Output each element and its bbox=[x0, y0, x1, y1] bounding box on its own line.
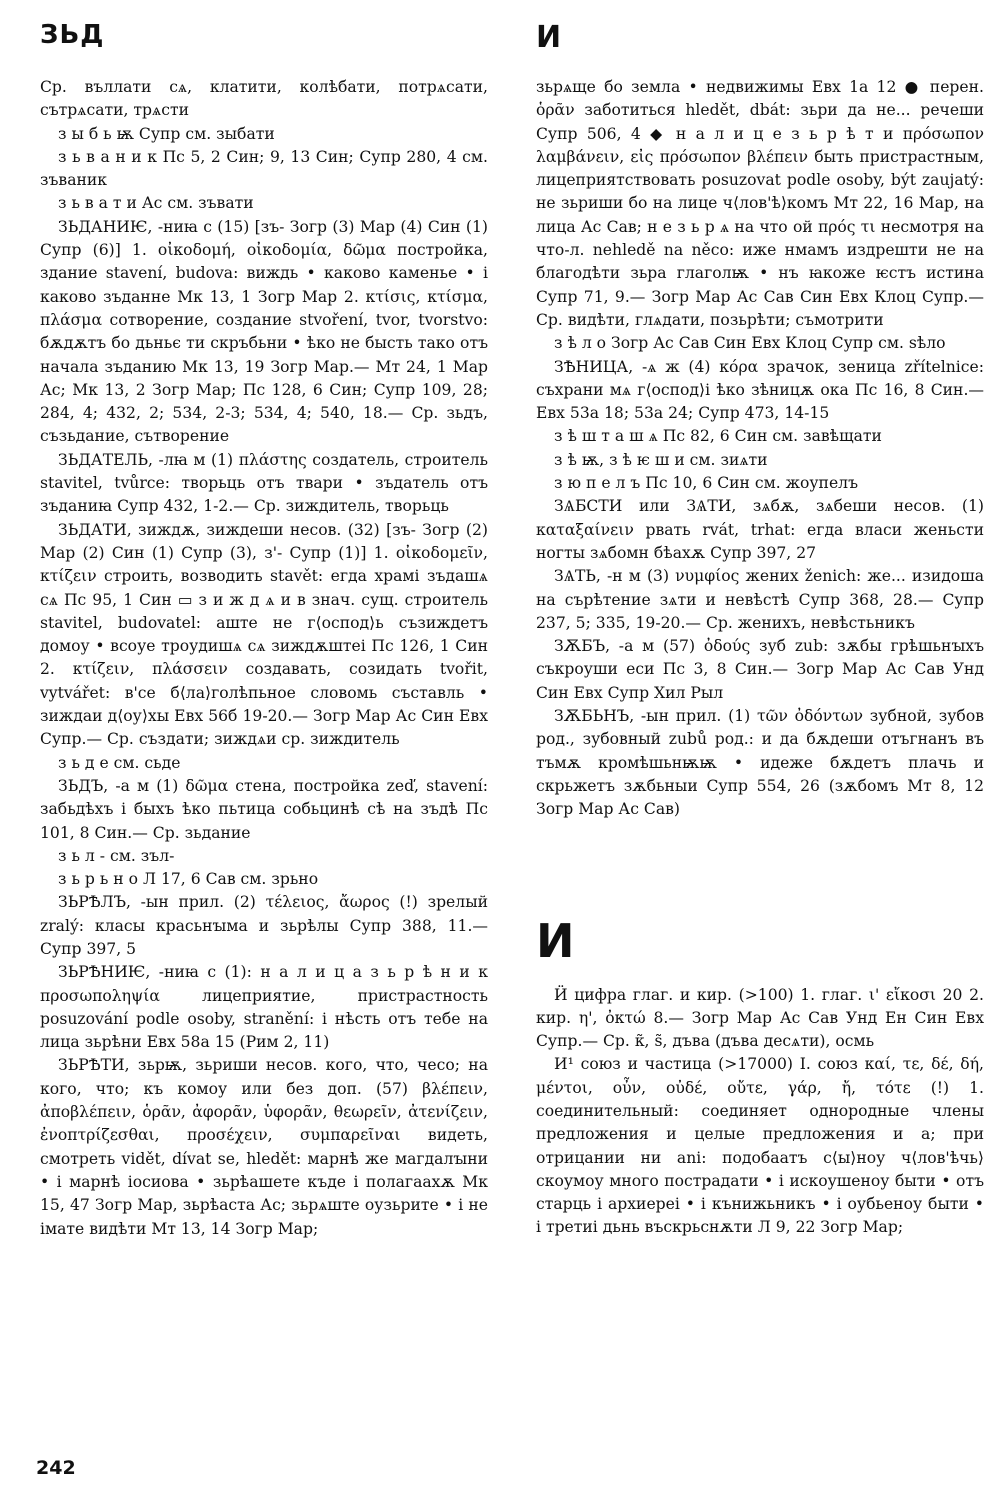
dictionary-entry: з ѣ ш т а ш ѧ Пс 82, 6 Син см. завѣщати bbox=[554, 427, 882, 446]
dictionary-entry: з ь в а н и к Пс 5, 2 Син; 9, 13 Син; Супр 280, 4 см. зъваник bbox=[40, 147, 488, 190]
dictionary-entry: зьрѧще бо земла • недвижимы Евх 1а 12 ● перен. ὁρᾶν заботиться hledět, dbát: зьри да не... речеши Супр 506, 4 ◆ н а л и ц е з ь р ѣ т и πρόσωπον λαμβάνειν, εἰς πρόσωπον βλέπειν быть пристрастным, лицеприятствовать posuzovat podle osoby, být zaujatý: не зьриши бо на лице ч⟨лов'ѣ⟩комъ Мт 22, 16 Мар, на лица Ас Сав; н е з ь р ѧ на что ой πρός τι несмотря на что-л. nehledě na něco: иже нмамъ издрешти не на благодѣти зьра глаголѭ • нъ ꙗкоже ѥстъ истина Супр 71, 9.— Зогр Мар Ас Сав Син Евх Клоц Супр.— Ср. видѣти, глѧдати, позьрѣти; съмотрити bbox=[536, 78, 984, 329]
running-head-left: ЗЬД bbox=[40, 20, 105, 50]
dictionary-entry: з ы б ь ѭ Супр см. зыбати bbox=[58, 124, 275, 143]
dictionary-entry: ЗѦБСТИ или ЗѦТИ, зѧбѫ, зѧбеши несов. (1) καταξαίνειν рвать rvát, trhat: егда власи женьсти ногты зѧбомн бѣахѫ Супр 397, 27 bbox=[536, 497, 984, 562]
dictionary-entry: ЗЬРѢНИѤ, -ниꙗ с (1): н а л и ц а з ь р ѣ н и к προσωποληψία лицеприятие, пристрастность posuzování podle osoby, stranění: і нѣсть отъ тебе на лица зьрѣни Евх 58а 15 (Рим 2, 11) bbox=[40, 963, 488, 1052]
dictionary-column-right bbox=[536, 76, 984, 1456]
dictionary-entry: ЗЬРѢЛЪ, -ын прил. (2) τέλειος, ἄωρος (!) зрелый zralý: класы красьнꙑма и зьрѣлы Супр 388, 11.— Супр 397, 5 bbox=[40, 893, 488, 958]
dictionary-entry: ЗЬДАТЕЛЬ, -лꙗ м (1) πλάστης создатель, строитель stavitel, tvůrce: творьць отъ твари • зъдатель отъ зъданиꙗ Супр 432, 1-2.— Ср. зиждитель, творьць bbox=[40, 450, 488, 516]
dictionary-entry: ЗѪБЬНЪ, -ын прил. (1) τῶν ὀδόντων зубной, зубов род., зубовный zubů род.: и да бѫдеши отъгнанъ въ тъмѫ кромѣшьнѭѭ • идеже бѫдетъ плачь и скрьжетъ зѫбьныи Супр 554, 26 (зѫбомъ Мт 8, 12 Зогр Мар Ас Сав) bbox=[536, 707, 984, 819]
dictionary-entry: ЗЬДАНИѤ, -ниꙗ с (15) [зъ- Зогр (3) Мар (4) Син (1) Супр (6)] 1. οἰκοδομή, οἰκοδομία, δῶμα постройка, здание stavení, budova: виждь • каково каменье • і каково зъданне Мк 13, 1 Зогр Мар 2. κτίσις, κτίσμα, πλάσμα сотворение, создание stvoření, tvor, tvorstvo: бѫдѫтъ бо дьньє ти скръбьни • ѣко не бысть тако отъ начала зъданию Мк 13, 19 Зогр Мар.— Мт 24, 1 Мар Ас; Мк 13, 2 Зогр Мар; Пс 128, 6 Син; Супр 109, 28; 284, 4; 432, 2; 534, 2-3; 534, 4; 540, 18.— Ср. зьдъ, съзьдание, сътворение bbox=[40, 217, 488, 446]
dictionary-entry: з ь в а т и Ас см. зъвати bbox=[58, 194, 254, 213]
dictionary-entry: Ср. въллати сѧ, клатити, колѣбати, потрѧсати, сътрѧсати, трѧсти bbox=[40, 78, 488, 120]
dictionary-entry: ЗѦТЬ, -н м (3) νυμφίος жених ženich: же... изидоша на сърѣтение зѧти и невѣстѣ Супр 368, 28.— Супр 237, 5; 335, 19-20.— Ср. женихъ, невѣстьникъ bbox=[536, 567, 984, 632]
running-head-right: И bbox=[536, 20, 562, 55]
dictionary-entry: ЗѢНИЦА, -ѧ ж (4) κόρα зрачок, зеница zřítelnice: съхрани мѧ г⟨оспод⟩і ѣко зѣницѫ ока Пс 16, 8 Син.— Евх 53а 18; 53а 24; Супр 473, 14-15 bbox=[536, 357, 984, 423]
dictionary-entry: з ѣ л о Зогр Ас Сав Син Евх Клоц Супр см. ѕѣло bbox=[554, 334, 946, 353]
dictionary-entry: ЗЬДАТИ, зиждѫ, зиждеши несов. (32) [зъ- Зогр (2) Мар (2) Син (1) Супр (3), з'- Супр (1)] 1. οἰκοδομεῖν, κτίζειν строить, возводить stavět: егда храмі зъдашѧ сѧ Пс 95, 1 Син ▭ з и ж д ѧ и в знач. сущ. строитель stavitel, budovatel: аште не г⟨оспод⟩ь съзиждетъ домоу • всоуе троудишѧ сѧ зиждѫштеі Пс 126, 1 Син 2. κτίζειν, πλάσσειν создавать, созидать tvořit, vytvářet: в'се б⟨ла⟩голѣпьное словомь съставль • зиждаи д⟨оу⟩хы Евх 56б 19-20.— Зогр Мар Ас Син Евх Супр.— Ср. създати; зиждѧи ср. зиждитель bbox=[40, 520, 488, 749]
dictionary-column-left bbox=[40, 76, 488, 1456]
dictionary-entry: ЗЬДЪ, -а м (1) δῶμα стена, постройка zeď, stavení: забьдѣхъ і быхъ ѣко пьтица собьцинѣ сѣ на зъдѣ Пс 101, 8 Син.— Ср. зьдание bbox=[40, 776, 488, 842]
dictionary-entry: И¹ союз и частица (>17000) I. союз καί, τε, δέ, δή, μέντοι, οὖν, οὐδέ, οὔτε, γάρ, ἤ, τότε (!) 1. соединительный: соединяет однородные члены предложения и целые предложения и а; при отрицании ни ani: подобаатъ с⟨ы⟩ноу ч⟨лов'ѣчь⟩скоумоу много пострадати • і искоушеноу быти • отъ старць і архиереі • і кънижьникъ • і оубьеноу быти • і третиі дьнь въскрьснѫти Л 9, 22 Зогр Мар; bbox=[536, 1055, 984, 1237]
dictionary-entry: з ь д е см. сьде bbox=[58, 753, 181, 772]
section-gap bbox=[536, 822, 984, 886]
dictionary-entry: з ю п е л ъ Пс 10, 6 Син см. жоупелъ bbox=[554, 474, 859, 493]
letter-section-heading: И bbox=[536, 913, 575, 968]
dictionary-entry: з ѣ ѭ, з ѣ ѥ ш и см. зиѧти bbox=[554, 450, 768, 469]
dictionary-entry: з ь р ь н о Л 17, 6 Сав см. зрьно bbox=[58, 870, 319, 889]
dictionary-entry: ЗѪБЪ, -а м (57) ὀδούς зуб zub: зѫбы грѣшьнꙑхъ съкроуши еси Пс 3, 8 Син.— Зогр Мар Ас Сав Унд Син Евх Супр Хил Рыл bbox=[536, 637, 984, 702]
dictionary-entry: Ӥ цифра глаг. и кир. (>100) 1. глаг. ι' εἴκοσι 20 2. кир. η', ὀκτώ 8.— Зогр Мар Ас Сав Унд Ен Син Евх Супр.— Ср. к̃, ѕ̃, дъва (дъва десѧти), осмь bbox=[536, 985, 984, 1051]
dictionary-entry: з ь л - см. зъл- bbox=[58, 846, 175, 865]
dictionary-entry: ЗЬРѢТИ, зьрѭ, зьриши несов. кого, что, чесо; на кого, что; къ комоу или без доп. (57) βλέπειν, ἀποβλέπειν, ὁρᾶν, ἀφορᾶν, ὑφορᾶν, θεωρεῖν, ἀτενίζειν, ἐνοπτρίζεσθαι, προσέχειν, συμπαρεῖναι видеть, смотреть vidět, dívat se, hledět: марнѣ же магдалꙑни • і марнѣ іосиова • зьрѣашете къде і полагаахѫ Мк 15, 47 Зогр Мар, зьрѣаста Ас; зьрѧште оузьрите • і не імате видѣти Мт 13, 14 Зогр Мар; bbox=[40, 1056, 488, 1238]
page-number: 242 bbox=[36, 1457, 76, 1479]
